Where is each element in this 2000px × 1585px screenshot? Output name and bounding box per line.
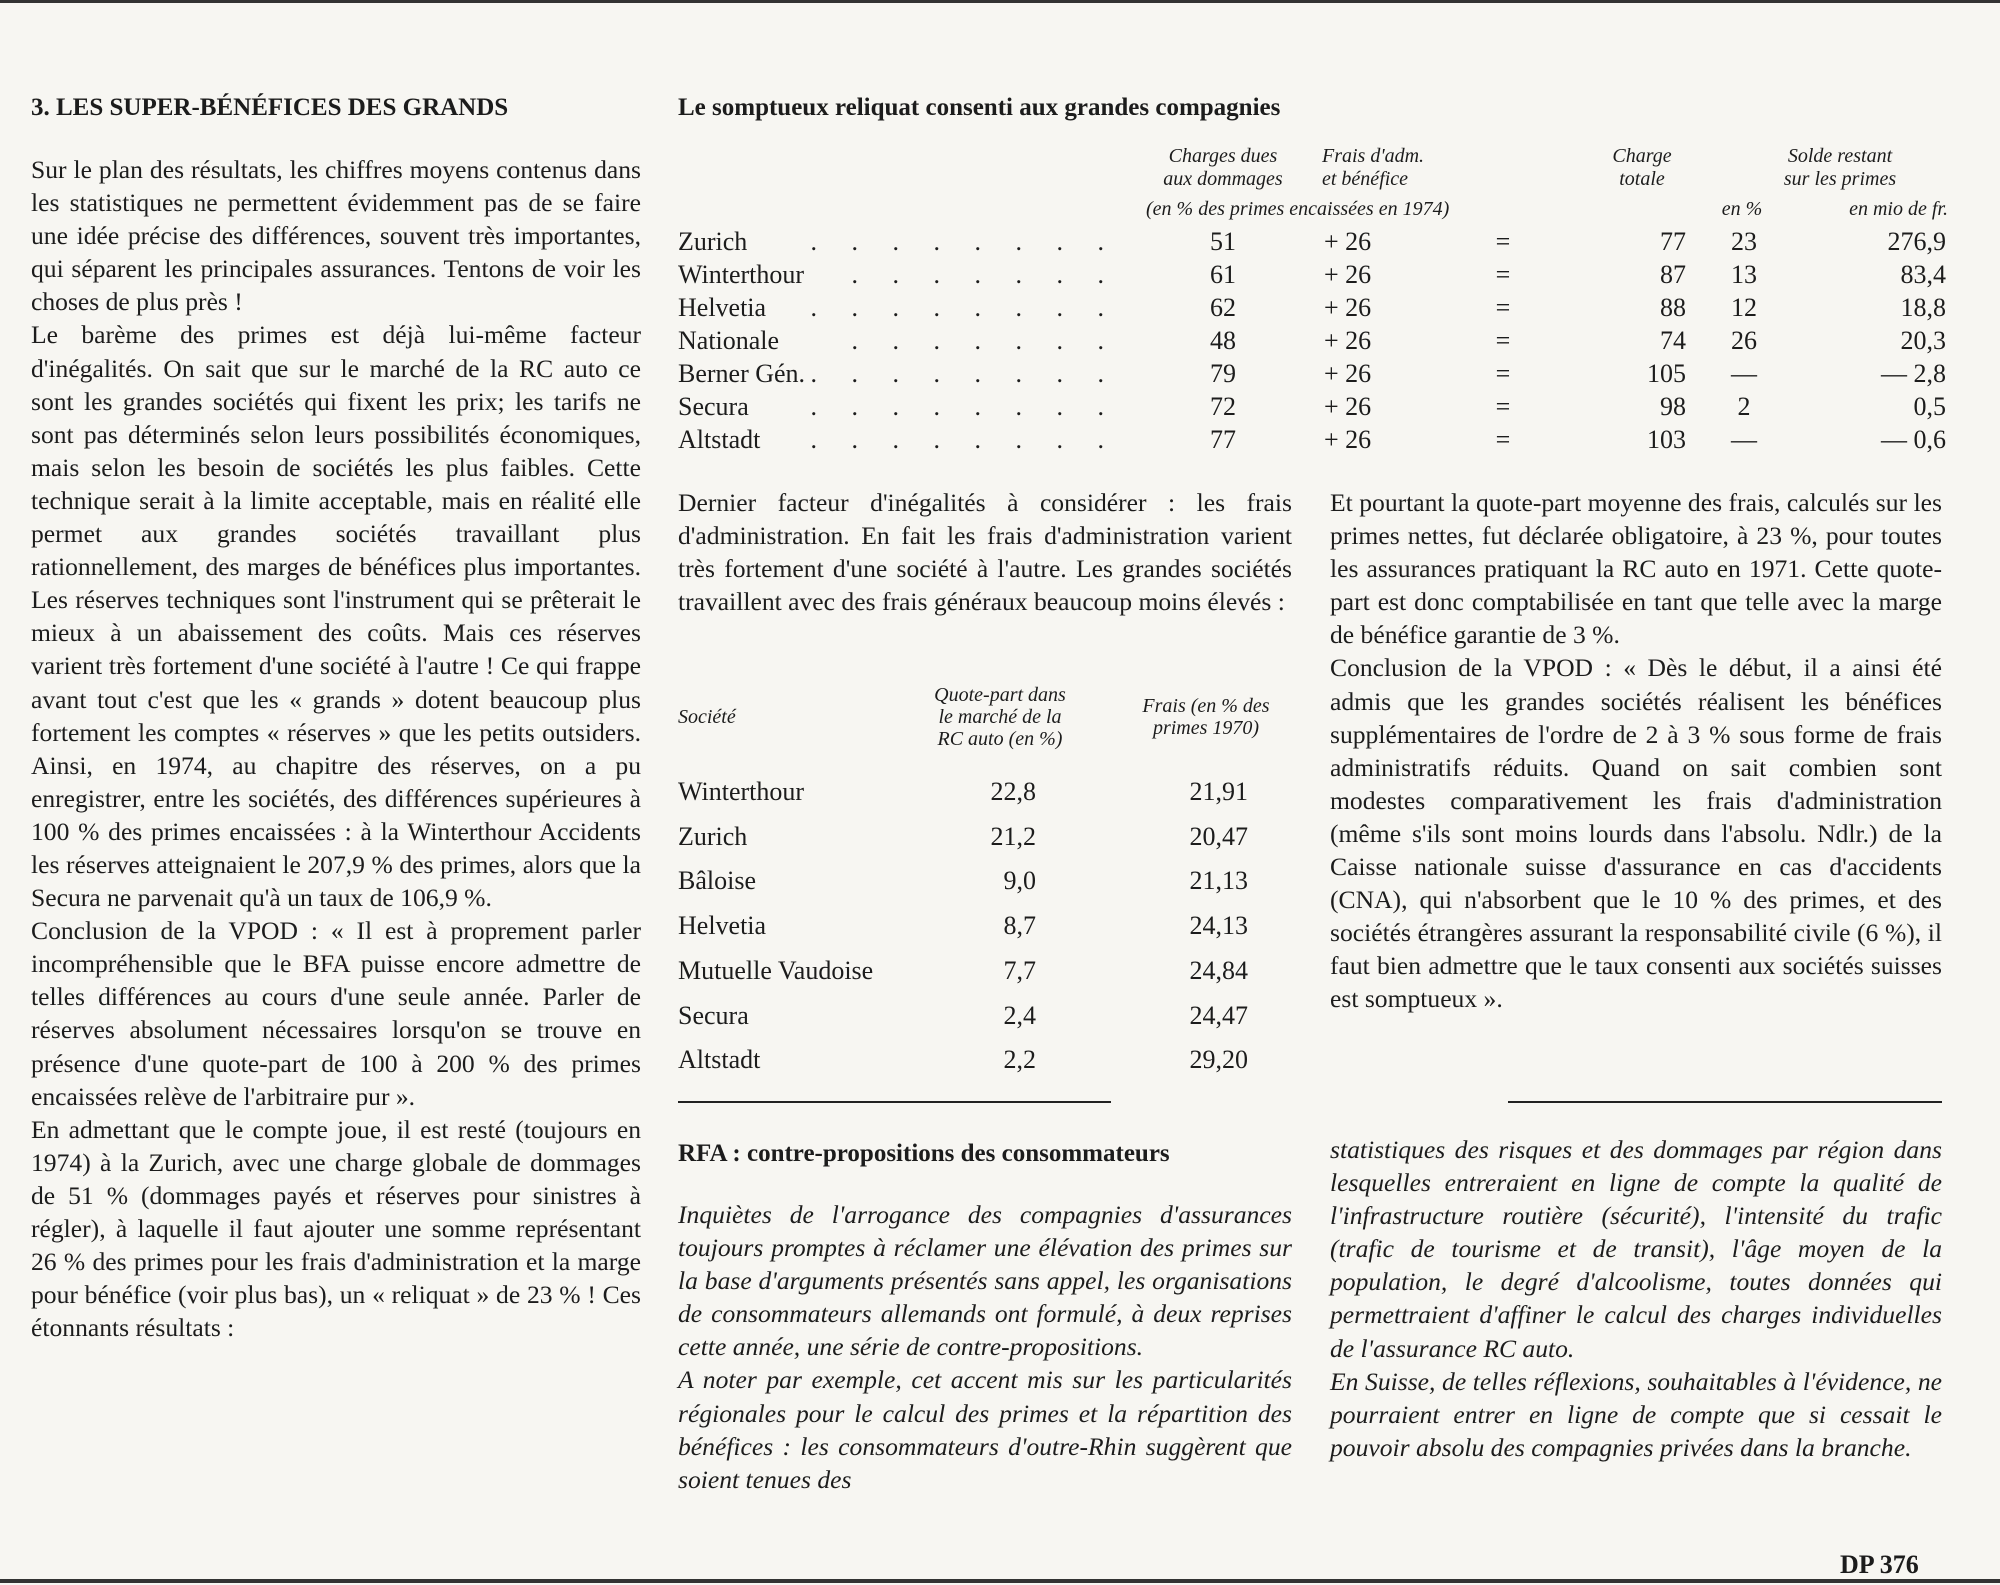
total-cell: 87 — [1660, 260, 1686, 289]
quote-cell: 9,0 — [1003, 866, 1036, 895]
table1-head-note: (en % des primes encaissées en 1974) — [1146, 198, 1450, 220]
societe-cell: Altstadt — [678, 1045, 761, 1074]
paragraph: A noter par exemple, cet accent mis sur les particularités régionales pour le calcul des primes et la répartition des bénéfices : les consommateurs d'outre-Rhin suggèrent que soient tenues des — [678, 1365, 1292, 1494]
total-cell: 74 — [1660, 326, 1686, 355]
paragraph: En admettant que le compte joue, il est resté (toujours en 1974) à la Zurich, avec une charge globale de dommages de 51 % (dommages payés et réserves pour sinistres à régler), à laquelle il faut ajouter une somme représentant 26 % des primes pour les frais d'administration et la marge pour bénéfice (voir plus bas), un « reliquat » de 23 % ! Ces étonnants résultats : — [31, 1114, 641, 1343]
frais-cell: + 26 — [1324, 293, 1372, 322]
paragraph: statistiques des risques et des dommages par région dans lesquelles entreraient en ligne de compte la qualité de l'infrastructure routière (sécurité), l'intensité du trafic (trafic de tourisme et de transit), l'âge moyen de la population, le degré d'alcoolisme, toutes données qui permettraient d'affiner le calcul des charges individuelles de l'assurance RC auto. — [1330, 1135, 1942, 1363]
head-line: sur les primes — [1783, 168, 1897, 190]
frais-cell: 29,20 — [1189, 1045, 1248, 1074]
table1-head-pct: en % — [1721, 198, 1763, 220]
solde-pct-cell: 12 — [1731, 293, 1757, 322]
company-name: Berner Gén. — [678, 359, 806, 388]
charges-cell: 61 — [1210, 260, 1236, 289]
company-name: Winterthour — [678, 260, 805, 289]
equals-sign: = — [1495, 392, 1511, 421]
table-row — [678, 258, 1948, 291]
leader-dots: . . . . . . . . — [810, 425, 1118, 454]
equals-sign: = — [1495, 227, 1511, 256]
head-line: Solde restant — [1787, 145, 1893, 167]
societe-cell: Winterthour — [678, 777, 805, 806]
leader-dots: . . . . . . . — [851, 260, 1118, 289]
solde-mio-cell: 0,5 — [1913, 392, 1946, 421]
head-line: totale — [1619, 168, 1665, 190]
table-row — [678, 863, 1298, 898]
solde-mio-cell: 18,8 — [1900, 293, 1946, 322]
table-row — [678, 819, 1298, 854]
paragraph: Conclusion de la VPOD : « Il est à proprement parler incompréhensible que le BFA puisse encore admettre de telles différences au cours d'une seule année. Parler de réserves absolument nécessaires lorsqu'on se trouve en présence d'une quote-part de 100 à 200 % des primes encaissées relève de l'arbitraire pur ». — [31, 916, 641, 1111]
leader-dots: . . . . . . . . — [810, 392, 1118, 421]
charges-cell: 51 — [1210, 227, 1236, 256]
frais-cell: + 26 — [1324, 227, 1372, 256]
head-line: Quote-part dans — [934, 684, 1066, 706]
charges-cell: 79 — [1210, 359, 1236, 388]
paragraph: Inquiètes de l'arrogance des compagnies d'assurances toujours promptes à réclamer une élévation des primes sur la base d'arguments présentés sans appel, les organisations de consommateurs allemands ont formulé, à deux reprises cette année, une série de contre-propositions. — [678, 1200, 1292, 1362]
total-cell: 98 — [1660, 392, 1686, 421]
solde-mio-cell: 276,9 — [1887, 227, 1946, 256]
paragraph: En Suisse, de telles réflexions, souhaitables à l'évidence, ne pourraient entrer en ligne de compte que si cessait le pouvoir absolu des compagnies privées dans la branche. — [1330, 1366, 1942, 1462]
paragraph: Sur le plan des résultats, les chiffres moyens contenus dans les statistiques ne permettent évidemment pas de se faire une idée précise des différences, souvent très importantes, qui séparent les principales assurances. Tentons de voir les choses de plus près ! — [31, 155, 641, 317]
equals-sign: = — [1495, 260, 1511, 289]
section-heading: 3. LES SUPER-BÉNÉFICES DES GRANDS — [31, 94, 509, 121]
leader-dots: . . . . . . . — [851, 326, 1118, 355]
page-number: DP 376 — [1840, 1550, 1919, 1579]
head-line: RC auto (en %) — [937, 728, 1063, 750]
paragraph: Le barème des primes est déjà lui-même facteur d'inégalités. On sait que sur le marché de la RC auto ce sont les grandes sociétés qui fixent les prix; les tarifs ne sont pas déterminés selon leurs possibilités économiques, mais selon les besoin de sociétés les plus faibles. Cette technique serait à la limite acceptable, mais en réalité elle permet aux grandes sociétés travaillant plus rationnellement, des marges de bénéfices plus importantes. Les réserves techniques sont l'instrument qui se prêterait le mieux à un abaissement des coûts. Mais ces réserves varient très fortement d'une société à l'autre ! Ce qui frappe avant tout c'est que les « grands » dotent beaucoup plus fortement les comptes « réserves » que les petits outsiders. Ainsi, en 1974, au chapitre des réserves, on a pu enregistrer, entre les sociétés, des différences supérieures à 100 % des primes encaissées : à la Winterthour Accidents les réserves atteignaient le 207,9 % des primes, alors que la Secura ne parvenait qu'à un taux de 106,9 %. — [31, 320, 641, 913]
equals-sign: = — [1495, 326, 1511, 355]
left-column — [31, 153, 641, 1344]
solde-mio-cell: 20,3 — [1900, 326, 1946, 355]
charges-cell: 77 — [1210, 425, 1236, 454]
table1-title: Le somptueux reliquat consenti aux grandes compagnies — [678, 94, 1281, 121]
frais-cell: + 26 — [1324, 392, 1372, 421]
table2-head-quote — [900, 684, 1100, 750]
solde-mio-cell: — 0,6 — [1881, 425, 1946, 454]
table1-head-frais — [1322, 145, 1462, 191]
table-row — [678, 998, 1298, 1033]
frais-cell: 24,13 — [1189, 911, 1248, 940]
divider-rule — [1508, 1101, 1942, 1103]
table1-head-mio: en mio de fr. — [1849, 198, 1948, 220]
total-cell: 105 — [1647, 359, 1686, 388]
total-cell: 103 — [1647, 425, 1686, 454]
solde-pct-cell: 2 — [1737, 392, 1751, 421]
table1-head-solde — [1750, 145, 1930, 191]
paragraph: Dernier facteur d'inégalités à considérer : les frais d'administration. En fait les frais d'administration varient très fortement d'une société à l'autre. Les grandes sociétés travaillent avec des frais généraux beaucoup moins élevés : — [678, 488, 1292, 617]
table-row — [678, 225, 1948, 258]
table2-head-societe: Société — [678, 706, 736, 728]
equals-sign: = — [1495, 293, 1511, 322]
quote-cell: 2,4 — [1003, 1001, 1036, 1030]
quote-cell: 2,2 — [1003, 1045, 1036, 1074]
frais-cell: + 26 — [1324, 326, 1372, 355]
rfa-column-2 — [1330, 1133, 1942, 1464]
head-line: et bénéfice — [1322, 168, 1409, 190]
frais-cell: 24,84 — [1189, 956, 1248, 985]
paragraph: Conclusion de la VPOD : « Dès le début, il a ainsi été admis que les grandes sociétés réalisent les bénéfices supplémentaires de l'ordre de 2 à 3 % sous forme de frais administratifs réduits. Quand on sait combien sont modestes comparativement les frais d'administration (même s'ils sont moins lourds dans l'absolu. Ndlr.) de la Caisse nationale suisse d'assurance en cas d'accidents (CNA), qui n'absorbent que le 10 % des primes, et des sociétés étrangères assurant la responsabilité civile (6 %), il faut bien admettre que le taux consenti aux sociétés suisses est somptueux ». — [1330, 653, 1942, 1014]
table-row — [678, 774, 1298, 809]
solde-mio-cell: — 2,8 — [1881, 359, 1946, 388]
societe-cell: Mutuelle Vaudoise — [678, 956, 874, 985]
table1-head-charges — [1138, 145, 1308, 191]
head-line: le marché de la — [938, 706, 1062, 728]
top-border — [0, 0, 2000, 3]
charges-cell: 72 — [1210, 392, 1236, 421]
table-row — [678, 423, 1948, 456]
table-row — [678, 357, 1948, 390]
societe-cell: Helvetia — [678, 911, 767, 940]
frais-cell: 21,13 — [1189, 866, 1248, 895]
company-name: Secura — [678, 392, 749, 421]
frais-cell: + 26 — [1324, 425, 1372, 454]
equals-sign: = — [1495, 359, 1511, 388]
frais-cell: 24,47 — [1189, 1001, 1248, 1030]
equals-sign: = — [1495, 425, 1511, 454]
table-row — [678, 908, 1298, 943]
paragraph: Et pourtant la quote-part moyenne des frais, calculés sur les primes nettes, fut déclarée obligatoire, à 23 %, pour toutes les assurances pratiquant la RC auto en 1971. Cette quote-part est donc comptabilisée en tant que telle avec la marge de bénéfice garantie de 3 %. — [1330, 488, 1942, 650]
charges-cell: 62 — [1210, 293, 1236, 322]
societe-cell: Bâloise — [678, 866, 756, 895]
solde-pct-cell: 26 — [1731, 326, 1757, 355]
head-line: Charge — [1612, 145, 1672, 167]
right-column — [1330, 486, 1942, 1016]
solde-pct-cell: — — [1731, 425, 1757, 454]
head-line: aux dommages — [1163, 168, 1283, 190]
table-row — [678, 291, 1948, 324]
company-name: Altstadt — [678, 425, 761, 454]
solde-mio-cell: 83,4 — [1900, 260, 1946, 289]
divider-rule — [678, 1101, 1111, 1103]
table1-head-total — [1600, 145, 1684, 191]
company-name: Nationale — [678, 326, 780, 355]
table2-head-frais — [1116, 695, 1296, 739]
leader-dots: . . . . . . . . — [810, 359, 1118, 388]
table-row — [678, 953, 1298, 988]
head-line: primes 1970) — [1152, 717, 1260, 739]
total-cell: 88 — [1660, 293, 1686, 322]
charges-cell: 48 — [1210, 326, 1236, 355]
solde-pct-cell: 23 — [1731, 227, 1757, 256]
quote-cell: 8,7 — [1003, 911, 1036, 940]
table-row — [678, 324, 1948, 357]
societe-cell: Secura — [678, 1001, 749, 1030]
leader-dots: . . . . . . . . — [810, 293, 1118, 322]
middle-column — [678, 486, 1292, 618]
total-cell: 77 — [1660, 227, 1686, 256]
table-row — [678, 390, 1948, 423]
head-line: Charges dues — [1168, 145, 1278, 167]
frais-cell: + 26 — [1324, 260, 1372, 289]
rfa-column-1 — [678, 1198, 1292, 1496]
quote-cell: 22,8 — [990, 777, 1036, 806]
quote-cell: 21,2 — [990, 822, 1036, 851]
societe-cell: Zurich — [678, 822, 748, 851]
leader-dots: . . . . . . . . — [810, 227, 1118, 256]
company-name: Helvetia — [678, 293, 767, 322]
rfa-heading: RFA : contre-propositions des consommateurs — [678, 1140, 1170, 1167]
head-line: Frais (en % des — [1142, 695, 1270, 717]
solde-pct-cell: — — [1731, 359, 1757, 388]
table-row — [678, 1042, 1298, 1077]
frais-cell: 21,91 — [1189, 777, 1248, 806]
company-name: Zurich — [678, 227, 748, 256]
solde-pct-cell: 13 — [1731, 260, 1757, 289]
bottom-border — [0, 1579, 2000, 1583]
quote-cell: 7,7 — [1003, 956, 1036, 985]
frais-cell: + 26 — [1324, 359, 1372, 388]
head-line: Frais d'adm. — [1322, 145, 1425, 167]
frais-cell: 20,47 — [1189, 822, 1248, 851]
